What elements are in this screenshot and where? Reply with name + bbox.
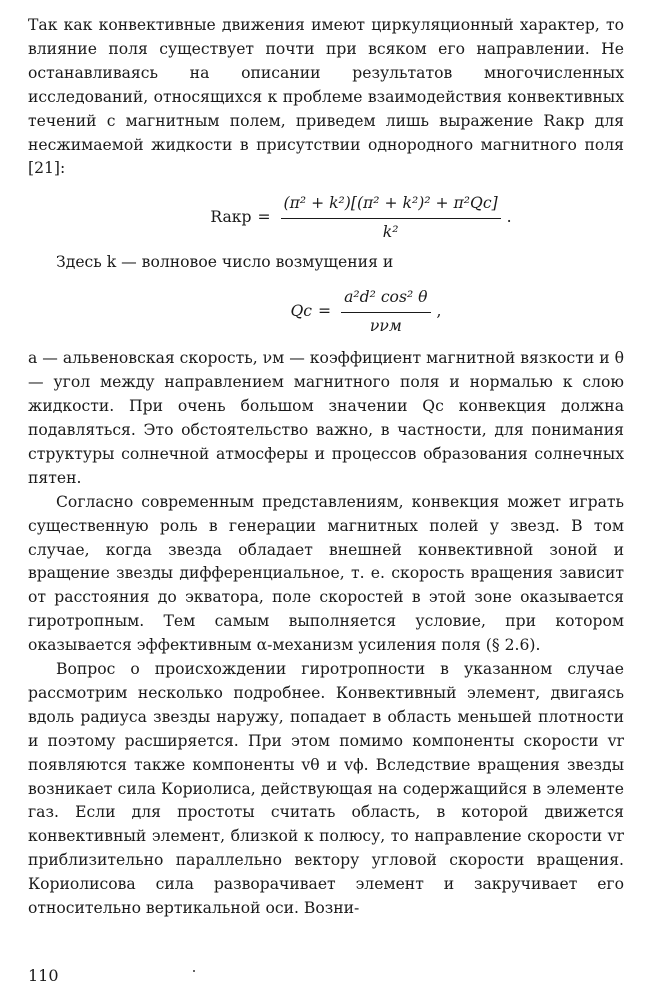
page-body (28, 14, 624, 921)
equation-2-equals: = (318, 302, 332, 321)
equation-2-lhs: Qc (290, 302, 312, 321)
paragraph-4: Согласно современным представлениям, конвекция может играть существенную роль в генерации магнитных полей у звезд. В том случае, когда звезда обладает внешней конвективной зоной и вращение звезды дифференциальное, т. е. скорость вращения зависит от расстояния до экватора, поле скоростей в этой зоне оказывается гиротропным. Тем самым выполняется условие, при котором оказывается эффективным α-механизм усиления поля (§ 2.6). (28, 492, 624, 655)
equation-2-fraction (341, 286, 430, 339)
equation-qc (108, 277, 624, 347)
equation-1-equals: = (257, 208, 271, 227)
equation-1-fraction (281, 192, 501, 245)
paragraph-1: Так как конвективные движения имеют циркуляционный характер, то влияние поля существует почти при всяком его направлении. Не останавливаясь на описании результатов многочисленных исследований, относящихся к проблеме взаимодействия конвективных течений с магнитным полем, приведем лишь выражение Raкр для несжимаемой жидкости в присутствии однородного магнитного поля [21]: (28, 16, 624, 178)
equation-rayleigh-critical (98, 185, 624, 251)
equation-1-trail: . (506, 208, 512, 227)
page-number: 110 (28, 966, 59, 985)
equation-2-trail: , (436, 302, 442, 321)
equation-1-numerator: (π² + k²)[(π² + k²)² + π²Qc] (281, 192, 501, 219)
equation-2-denominator: ννм (369, 316, 402, 335)
equation-1-denominator: k² (382, 222, 399, 241)
scan-speck (193, 970, 195, 972)
paragraph-3: a — альвеновская скорость, νм — коэффициент магнитной вязкости и θ — угол между направлением магнитного поля и нормалью к слою жидкости. При очень большом значении Qc конвекция должна подавляться. Это обстоятельство важно, в частности, для понимания структуры солнечной атмосферы и процессов образования солнечных пятен. (28, 349, 624, 487)
equation-1-lhs: Raкр (210, 208, 252, 227)
equation-2-numerator: a²d² cos² θ (341, 286, 430, 313)
paragraph-5: Вопрос о происхождении гиротропности в указанном случае рассмотрим несколько подробнее. Конвективный элемент, двигаясь вдоль радиуса звезды наружу, попадает в область меньшей плотности и поэтому расширяется. При этом помимо компоненты скорости vr появляются также компоненты vθ и vϕ. Вследствие вращения звезды возникает сила Кориолиса, действующая на содержащийся в элементе газ. Если для простоты считать область, в которой движется конвективный элемент, близкой к полюсу, то направление скорости vr приблизительно параллельно вектору угловой скорости вращения. Кориолисова сила разворачивает элемент и закручивает его относительно вертикальной оси. Возни- (28, 660, 624, 918)
paragraph-2: Здесь k — волновое число возмущения и (56, 253, 394, 272)
